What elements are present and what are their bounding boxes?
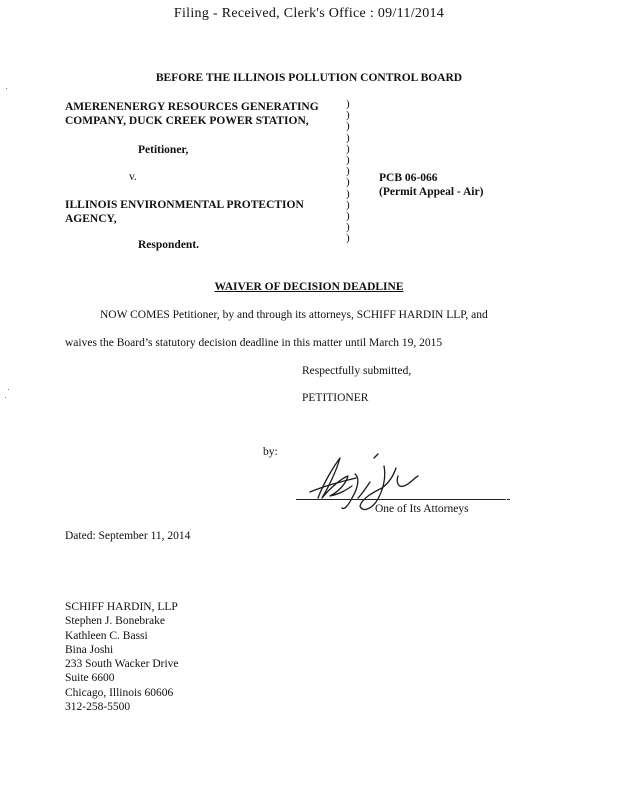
party-name: PETITIONER <box>302 392 369 404</box>
firm-line: 312-258-5500 <box>65 701 131 714</box>
attorney-caption: One of Its Attorneys <box>375 503 469 515</box>
versus-label: v. <box>129 171 137 183</box>
signature-line-dashes <box>470 499 510 500</box>
caption-paren: ) <box>346 98 350 110</box>
firm-line: Chicago, Illinois 60606 <box>65 686 174 699</box>
case-number: PCB 06-066 <box>379 172 438 184</box>
caption-paren: ) <box>346 187 350 200</box>
law-firm-block <box>65 600 179 714</box>
scan-mark <box>5 397 6 398</box>
firm-line: Suite 6600 <box>65 672 115 685</box>
document-title: WAIVER OF DECISION DEADLINE <box>214 281 404 293</box>
caption-paren: ) <box>346 131 350 144</box>
caption-paren: ) <box>346 176 350 189</box>
caption-paren: ) <box>346 142 350 155</box>
firm-line: Kathleen C. Bassi <box>65 629 148 642</box>
caption-paren: ) <box>346 221 350 234</box>
scan-mark <box>8 389 9 390</box>
caption-paren: ) <box>346 198 350 211</box>
petitioner-name-line-2: COMPANY, DUCK CREEK POWER STATION, <box>65 115 309 127</box>
petitioner-name-line-1: AMERENENERGY RESOURCES GENERATING <box>65 101 319 113</box>
respectfully-submitted: Respectfully submitted, <box>302 365 412 377</box>
firm-line: Bina Joshi <box>65 643 114 656</box>
firm-line: SCHIFF HARDIN, LLP <box>65 601 178 613</box>
firm-line: Stephen J. Bonebrake <box>65 615 165 628</box>
scan-mark <box>6 88 7 89</box>
body-line-2: waives the Board’s statutory decision deadline in this matter until March 19, 2015 <box>65 337 443 349</box>
respondent-name-line-2: AGENCY, <box>65 213 117 225</box>
date-line: Dated: September 11, 2014 <box>65 530 191 542</box>
respondent-name-line-1: ILLINOIS ENVIRONMENTAL PROTECTION <box>65 199 304 211</box>
caption-paren: ) <box>346 165 350 178</box>
caption-paren: ) <box>346 109 350 122</box>
filing-stamp: Filing - Received, Clerk's Office : 09/11/2014 <box>173 6 445 21</box>
body-line-1: NOW COMES Petitioner, by and through its attorneys, SCHIFF HARDIN LLP, and <box>100 309 488 321</box>
caption-paren: ) <box>346 210 350 223</box>
respondent-role: Respondent. <box>138 239 200 251</box>
firm-line: 233 South Wacker Drive <box>65 658 179 671</box>
caption-paren: ) <box>346 232 350 245</box>
case-type: (Permit Appeal - Air) <box>379 186 484 198</box>
caption-parenthesis-column <box>346 99 350 245</box>
petitioner-role: Petitioner, <box>138 144 189 156</box>
caption-paren: ) <box>346 120 350 133</box>
caption-paren: ) <box>346 154 350 167</box>
court-heading: BEFORE THE ILLINOIS POLLUTION CONTROL BOARD <box>155 72 463 84</box>
by-label: by: <box>263 446 278 458</box>
